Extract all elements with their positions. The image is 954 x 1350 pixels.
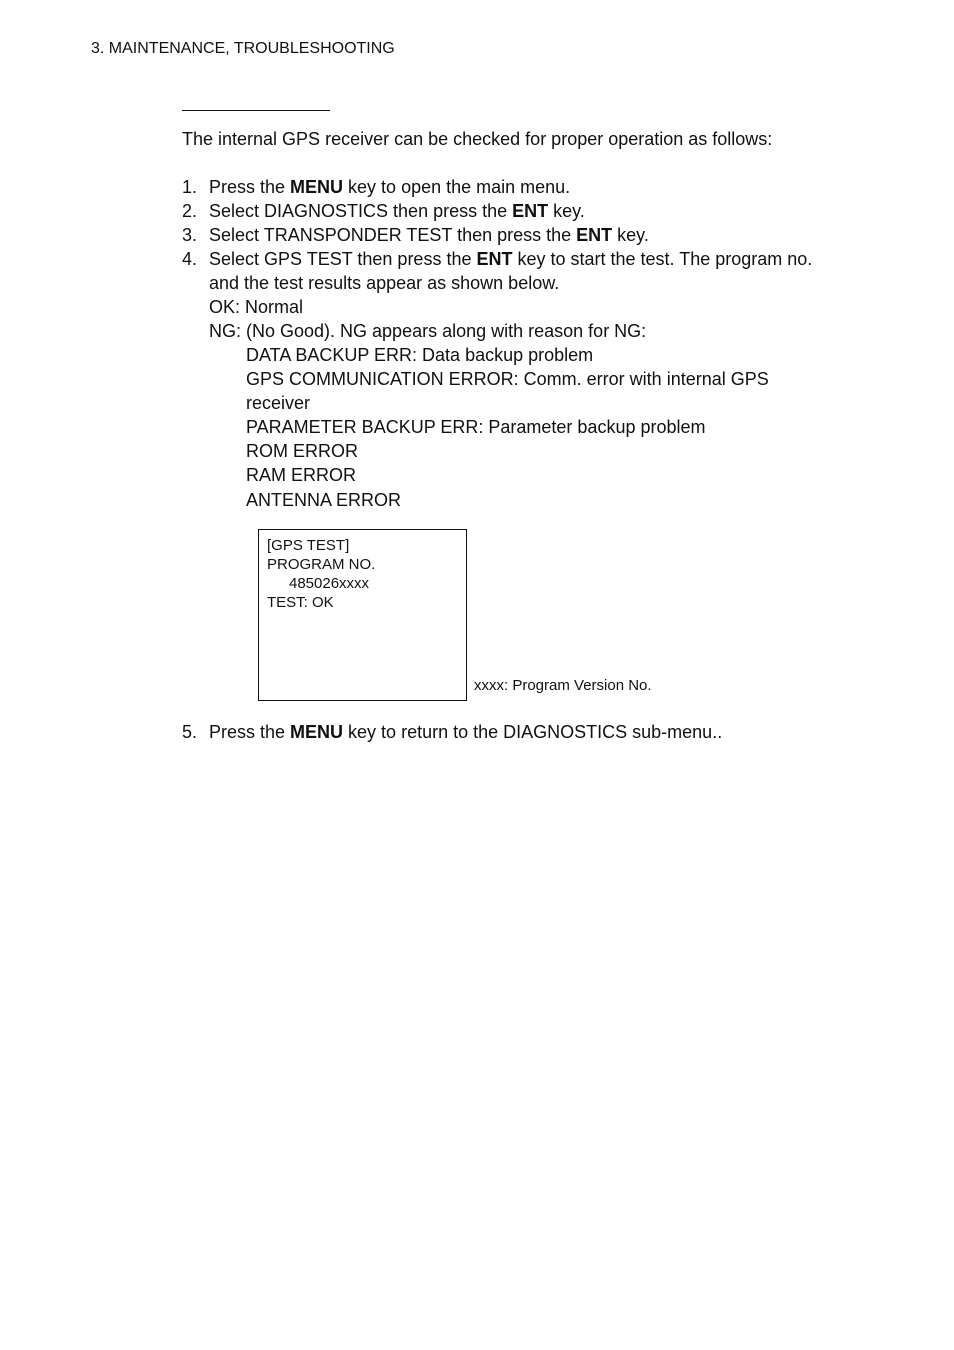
key-name: MENU (290, 177, 344, 197)
step-text-part: key to open the main menu. (343, 177, 571, 197)
step-text-part: Select DIAGNOSTICS then press the (209, 201, 513, 221)
ng-reason: RAM ERROR (246, 465, 357, 485)
key-name: ENT (512, 201, 549, 221)
key-name: ENT (576, 225, 613, 245)
intro-paragraph: The internal GPS receiver can be checked for proper operation as follows: (182, 129, 773, 149)
key-name: ENT (476, 249, 513, 269)
step-text-part: key. (548, 201, 585, 221)
step-continuation: and the test results appear as shown below. (209, 273, 560, 293)
ok-result-line: OK: Normal (209, 297, 304, 317)
screen-program-label: PROGRAM NO. (267, 556, 376, 573)
step-number: 2. (182, 201, 198, 221)
ng-reason: receiver (246, 393, 311, 413)
step-text-part: key. (612, 225, 649, 245)
ng-result-line: NG: (No Good). NG appears along with reason for NG: (209, 321, 647, 341)
step-number: 3. (182, 225, 198, 245)
screen-caption: xxxx: Program Version No. (474, 677, 652, 694)
step-text (209, 224, 649, 246)
step-text-part: key to return to the DIAGNOSTICS sub-menu.. (343, 722, 723, 742)
step-text-part: key to start the test. The program no. (512, 249, 813, 269)
section-rule (182, 110, 330, 111)
step-text-part: Press the (209, 177, 291, 197)
step-text (209, 200, 585, 222)
step-text-part: Select GPS TEST then press the (209, 249, 477, 269)
step-text-part: Select TRANSPONDER TEST then press the (209, 225, 577, 245)
step-text-part: Press the (209, 722, 291, 742)
ng-reason: PARAMETER BACKUP ERR: Parameter backup problem (246, 417, 706, 437)
step-text (209, 176, 570, 198)
ng-reason: ANTENNA ERROR (246, 490, 402, 510)
screen-test-result: TEST: OK (267, 594, 334, 611)
screen-title: [GPS TEST] (267, 537, 350, 554)
step-number: 5. (182, 722, 198, 742)
running-header: 3. MAINTENANCE, TROUBLESHOOTING (91, 40, 395, 57)
ng-reason: GPS COMMUNICATION ERROR: Comm. error with internal GPS (246, 369, 769, 389)
key-name: MENU (290, 722, 344, 742)
ng-reason: DATA BACKUP ERR: Data backup problem (246, 345, 594, 365)
gps-test-screen (258, 529, 467, 701)
step-number: 4. (182, 249, 198, 269)
screen-program-number: 485026xxxx (289, 575, 370, 592)
step-text (209, 248, 812, 270)
step-text (209, 721, 722, 743)
step-number: 1. (182, 177, 198, 197)
ng-reason: ROM ERROR (246, 441, 358, 461)
